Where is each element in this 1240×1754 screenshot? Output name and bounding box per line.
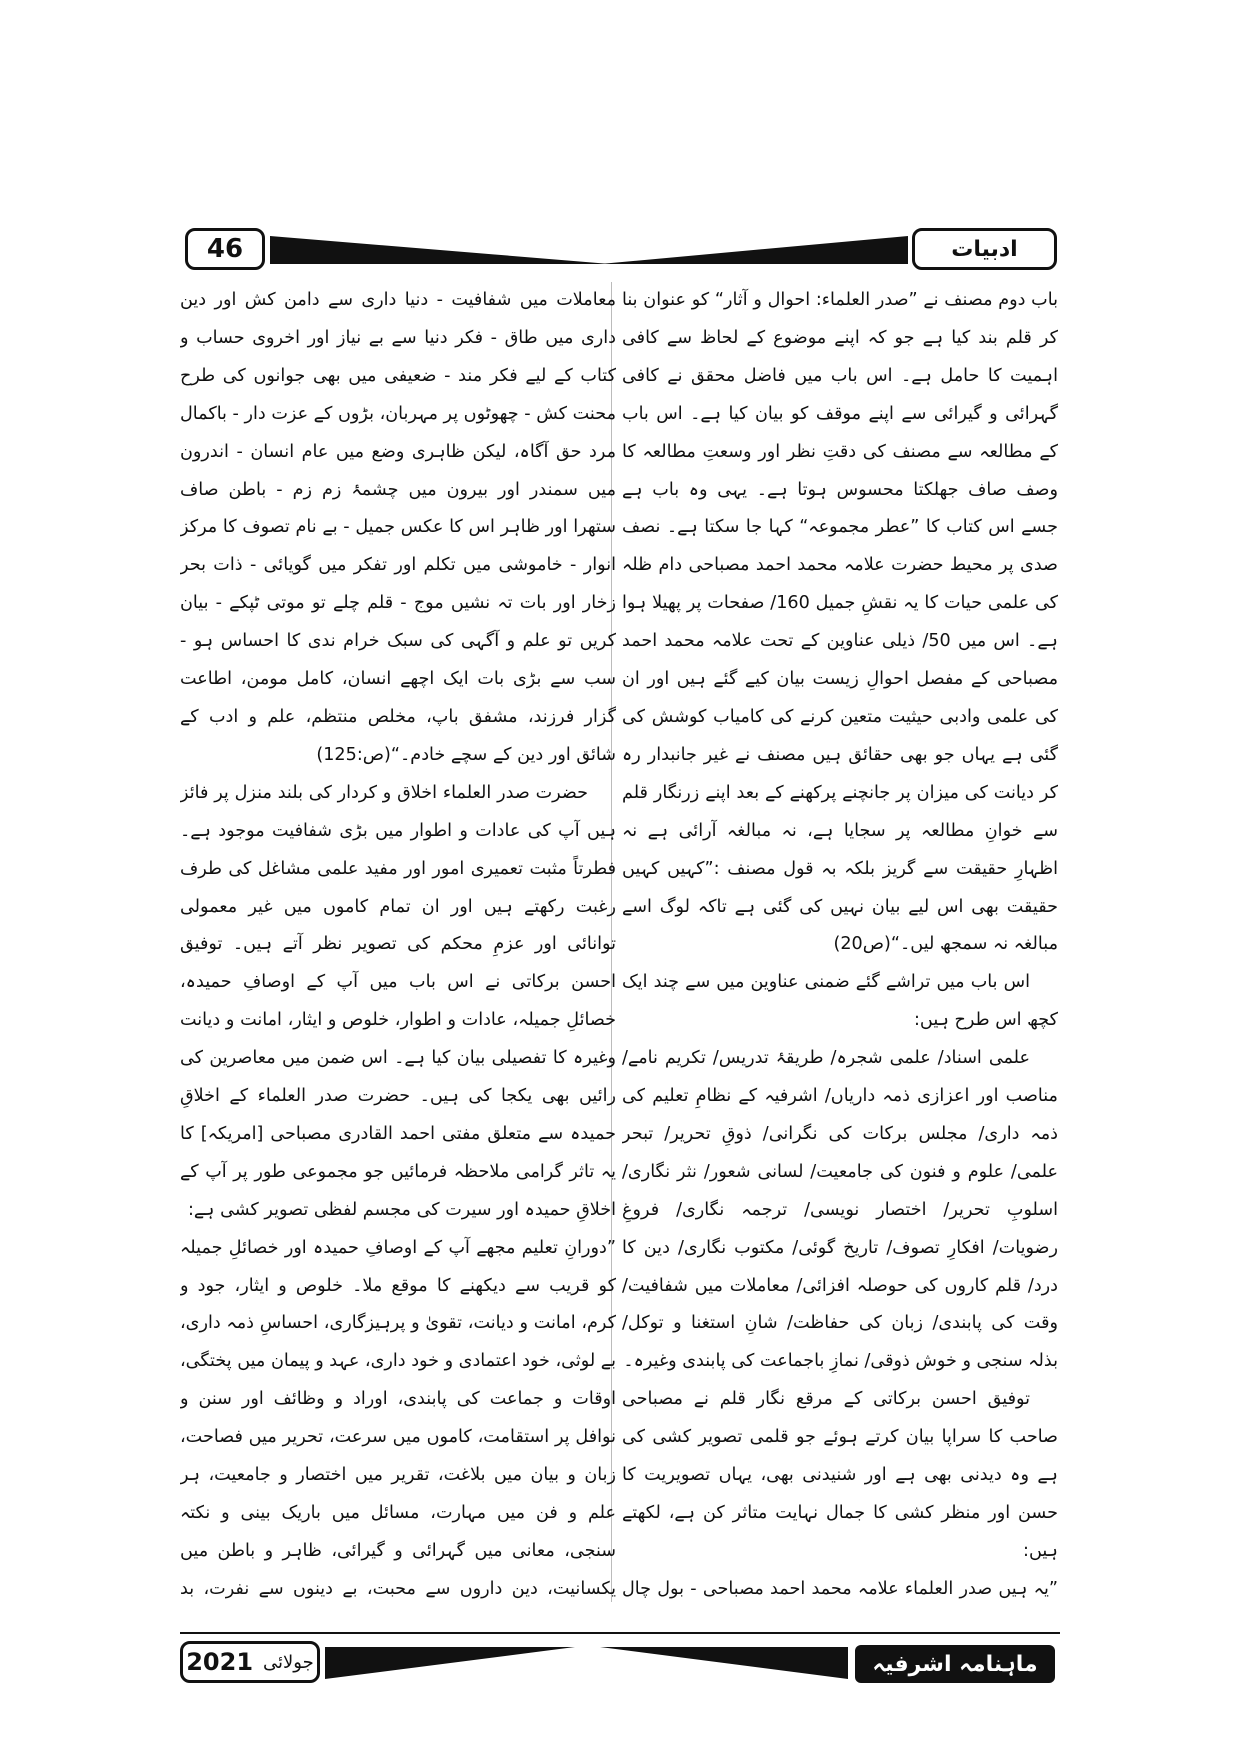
magazine-name: ماہنامہ اشرفیہ bbox=[855, 1645, 1055, 1683]
paragraph: اس باب میں تراشے گئے ضمنی عناوین میں سے چند ایک کچھ اس طرح ہیں: bbox=[622, 972, 1058, 1031]
paragraph: علمی اسناد/ علمی شجرہ/ طریقۂ تدریس/ تکریم نامے/ مناصب اور اعزازی ذمہ داریاں/ اشرفیہ کے نظامِ تعلیم کی ذمہ داری/ مجلس برکات کی نگرانی/ ذوقِ تحریر/ تبحر علمی/ علوم و فنون کی جامعیت/ لسانی شعور/ نثر نگاری/ اسلوبِ تحریر/ اختصار نویسی/ ترجمہ نگاری/ فروغِ رضویات/ افکارِ تصوف/ تاریخ گوئی/ مکتوب نگاری/ دین کا درد/ قلم کاروں کی حوصلہ افزائی/ معاملات میں شفافیت/ وقت کی پابندی/ زبان کی حفاظت/ شانِ استغنا و توکل/ بذلہ سنجی و خوش ذوقی/ نمازِ باجماعت کی پابندی وغیرہ۔ bbox=[622, 1048, 1058, 1372]
right-column bbox=[622, 282, 1058, 1612]
page-number: 46 bbox=[185, 228, 265, 270]
footer-rule bbox=[180, 1632, 1060, 1634]
issue-year: 2021 bbox=[186, 1648, 254, 1676]
issue-date bbox=[180, 1641, 320, 1683]
issue-month: جولائی bbox=[263, 1651, 314, 1673]
section-title: ادبیات bbox=[912, 228, 1057, 270]
paragraph: باب دوم مصنف نے ”صدر العلماء: احوال و آثار“ کو عنوان بنا کر قلم بند کیا ہے جو کہ اپنے موضوع کے لحاظ سے کافی اہمیت کا حامل ہے۔ اس باب میں فاضل محقق نے کافی گہرائی و گیرائی سے اپنے موقف کو بیان کیا ہے۔ اس باب کے مطالعہ سے مصنف کی دقتِ نظر اور وسعتِ مطالعہ کا وصف صاف جھلکتا محسوس ہوتا ہے۔ یہی وہ باب ہے جسے اس کتاب کا ”عطر مجموعہ“ کہا جا سکتا ہے۔ نصف صدی پر محیط حضرت علامہ محمد احمد مصباحی دام ظلہ کی علمی حیات کا یہ نقشِ جمیل 160/ صفحات پر پھیلا ہوا ہے۔ اس میں 50/ ذیلی عناوین کے تحت علامہ محمد احمد مصباحی کے مفصل احوالِ زیست بیان کیے گئے ہیں اور ان کی علمی وادبی حیثیت متعین کرنے کی کامیاب کوشش کی گئی ہے یہاں جو بھی حقائق ہیں مصنف نے غیر جانبدار رہ کر دیانت کی میزان پر جانچنے پرکھنے کے بعد اپنے زرنگار قلم سے خوانِ مطالعہ پر سجایا ہے، نہ مبالغہ آرائی ہے نہ اظہارِ حقیقت سے گریز بلکہ بہ قول مصنف :”کہیں کہیں حقیقت بھی اس لیے بیان نہیں کی گئی ہے تاکہ لوگ اسے مبالغہ نہ سمجھ لیں۔“(ص20) bbox=[622, 290, 1058, 955]
footer-right-wedge bbox=[600, 1643, 850, 1683]
header-right-wedge bbox=[600, 230, 910, 270]
header-left-wedge bbox=[270, 230, 630, 270]
quote-paragraph: ”دورانِ تعلیم مجھے آپ کے اوصافِ حمیدہ اور خصائلِ جمیلہ کو قریب سے دیکھنے کا موقع ملا۔ خلوص و ایثار، جود و کرم، امانت و دیانت، تقویٰ و پرہیزگاری، احساسِ ذمہ داری، بے لوثی، خود اعتمادی و خود داری، عہد و پیمان میں پختگی، اوقات و جماعت کی پابندی، اوراد و وظائف اور سنن و نوافل پر استقامت، کاموں میں سرعت، تحریر میں فصاحت، زبان و بیان میں بلاغت، تقریر میں اختصار و جامعیت، ہر علم و فن میں مہارت، مسائل میں باریک بینی و نکتہ سنجی، معانی میں گہرائی و گیرائی، ظاہر و باطن میں یکسانیت، دین داروں سے محبت، بے دینوں سے نفرت، بد bbox=[180, 1237, 616, 1599]
quote-paragraph: معاملات میں شفافیت - دنیا داری سے دامن کش اور دین داری میں طاق - فکر دنیا سے بے نیاز اور اخروی حساب و کتاب کے لیے فکر مند - ضعیفی میں بھی جوانوں کی طرح محنت کش - چھوٹوں پر مہربان، بڑوں کے عزت دار - باکمال مرد حق آگاہ، لیکن ظاہری وضع میں عام انسان - اندرون میں سمندر اور بیرون میں چشمۂ زم زم - باطن صاف ستھرا اور ظاہر اس کا عکس جمیل - بے نام تصوف کا مرکز انوار - خاموشی میں تکلم اور تفکر میں گویائی - ذات بحر زخار اور بات تہ نشیں موج - قلم چلے تو موتی ٹپکے - بیان کریں تو علم و آگہی کی سبک خرام ندی کا احساس ہو - سب سے بڑی بات ایک اچھے انسان، کامل مومن، اطاعت گزار فرزند، مشفق باپ، مخلص منتظم، علم و ادب کے شائق اور دین کے سچے خادم۔“(ص:125) bbox=[180, 290, 616, 765]
left-column bbox=[180, 282, 616, 1612]
footer-left-wedge bbox=[325, 1643, 585, 1683]
paragraph: حضرت صدر العلماء اخلاق و کردار کی بلند منزل پر فائز ہیں آپ کی عادات و اطوار میں بڑی شفافیت موجود ہے۔ فطرتاً مثبت تعمیری امور اور مفید علمی مشاغل کی طرف رغبت رکھتے ہیں اور ان تمام کاموں میں غیر معمولی توانائی اور عزمِ محکم کی تصویر نظر آتے ہیں۔ توفیق احسن برکاتی نے اس باب میں آپ کے اوصافِ حمیدہ، خصائلِ جمیلہ، عادات و اطوار، خلوص و ایثار، امانت و دیانت وغیرہ کا تفصیلی بیان کیا ہے۔ اس ضمن میں معاصرین کی رائیں بھی یکجا کی ہیں۔ حضرت صدر العلماء کے اخلاقِ حمیدہ سے متعلق مفتی احمد القادری مصباحی [امریکہ] کا یہ تاثر گرامی ملاحظہ فرمائیں جو مجموعی طور پر آپ کے اخلاقِ حمیدہ اور سیرت کی مجسم لفظی تصویر کشی ہے: bbox=[180, 782, 616, 1220]
paragraph: توفیق احسن برکاتی کے مرقع نگار قلم نے مصباحی صاحب کا سراپا بیان کرتے ہوئے جو قلمی تصویر کشی کی ہے وہ دیدنی بھی ہے اور شنیدنی بھی، یہاں تصویریت کا حسن اور منظر کشی کا جمال نہایت متاثر کن ہے، لکھتے ہیں: bbox=[622, 1389, 1058, 1561]
quote-paragraph: ”یہ ہیں صدر العلماء علامہ محمد احمد مصباحی - بول چال bbox=[622, 1578, 1058, 1599]
